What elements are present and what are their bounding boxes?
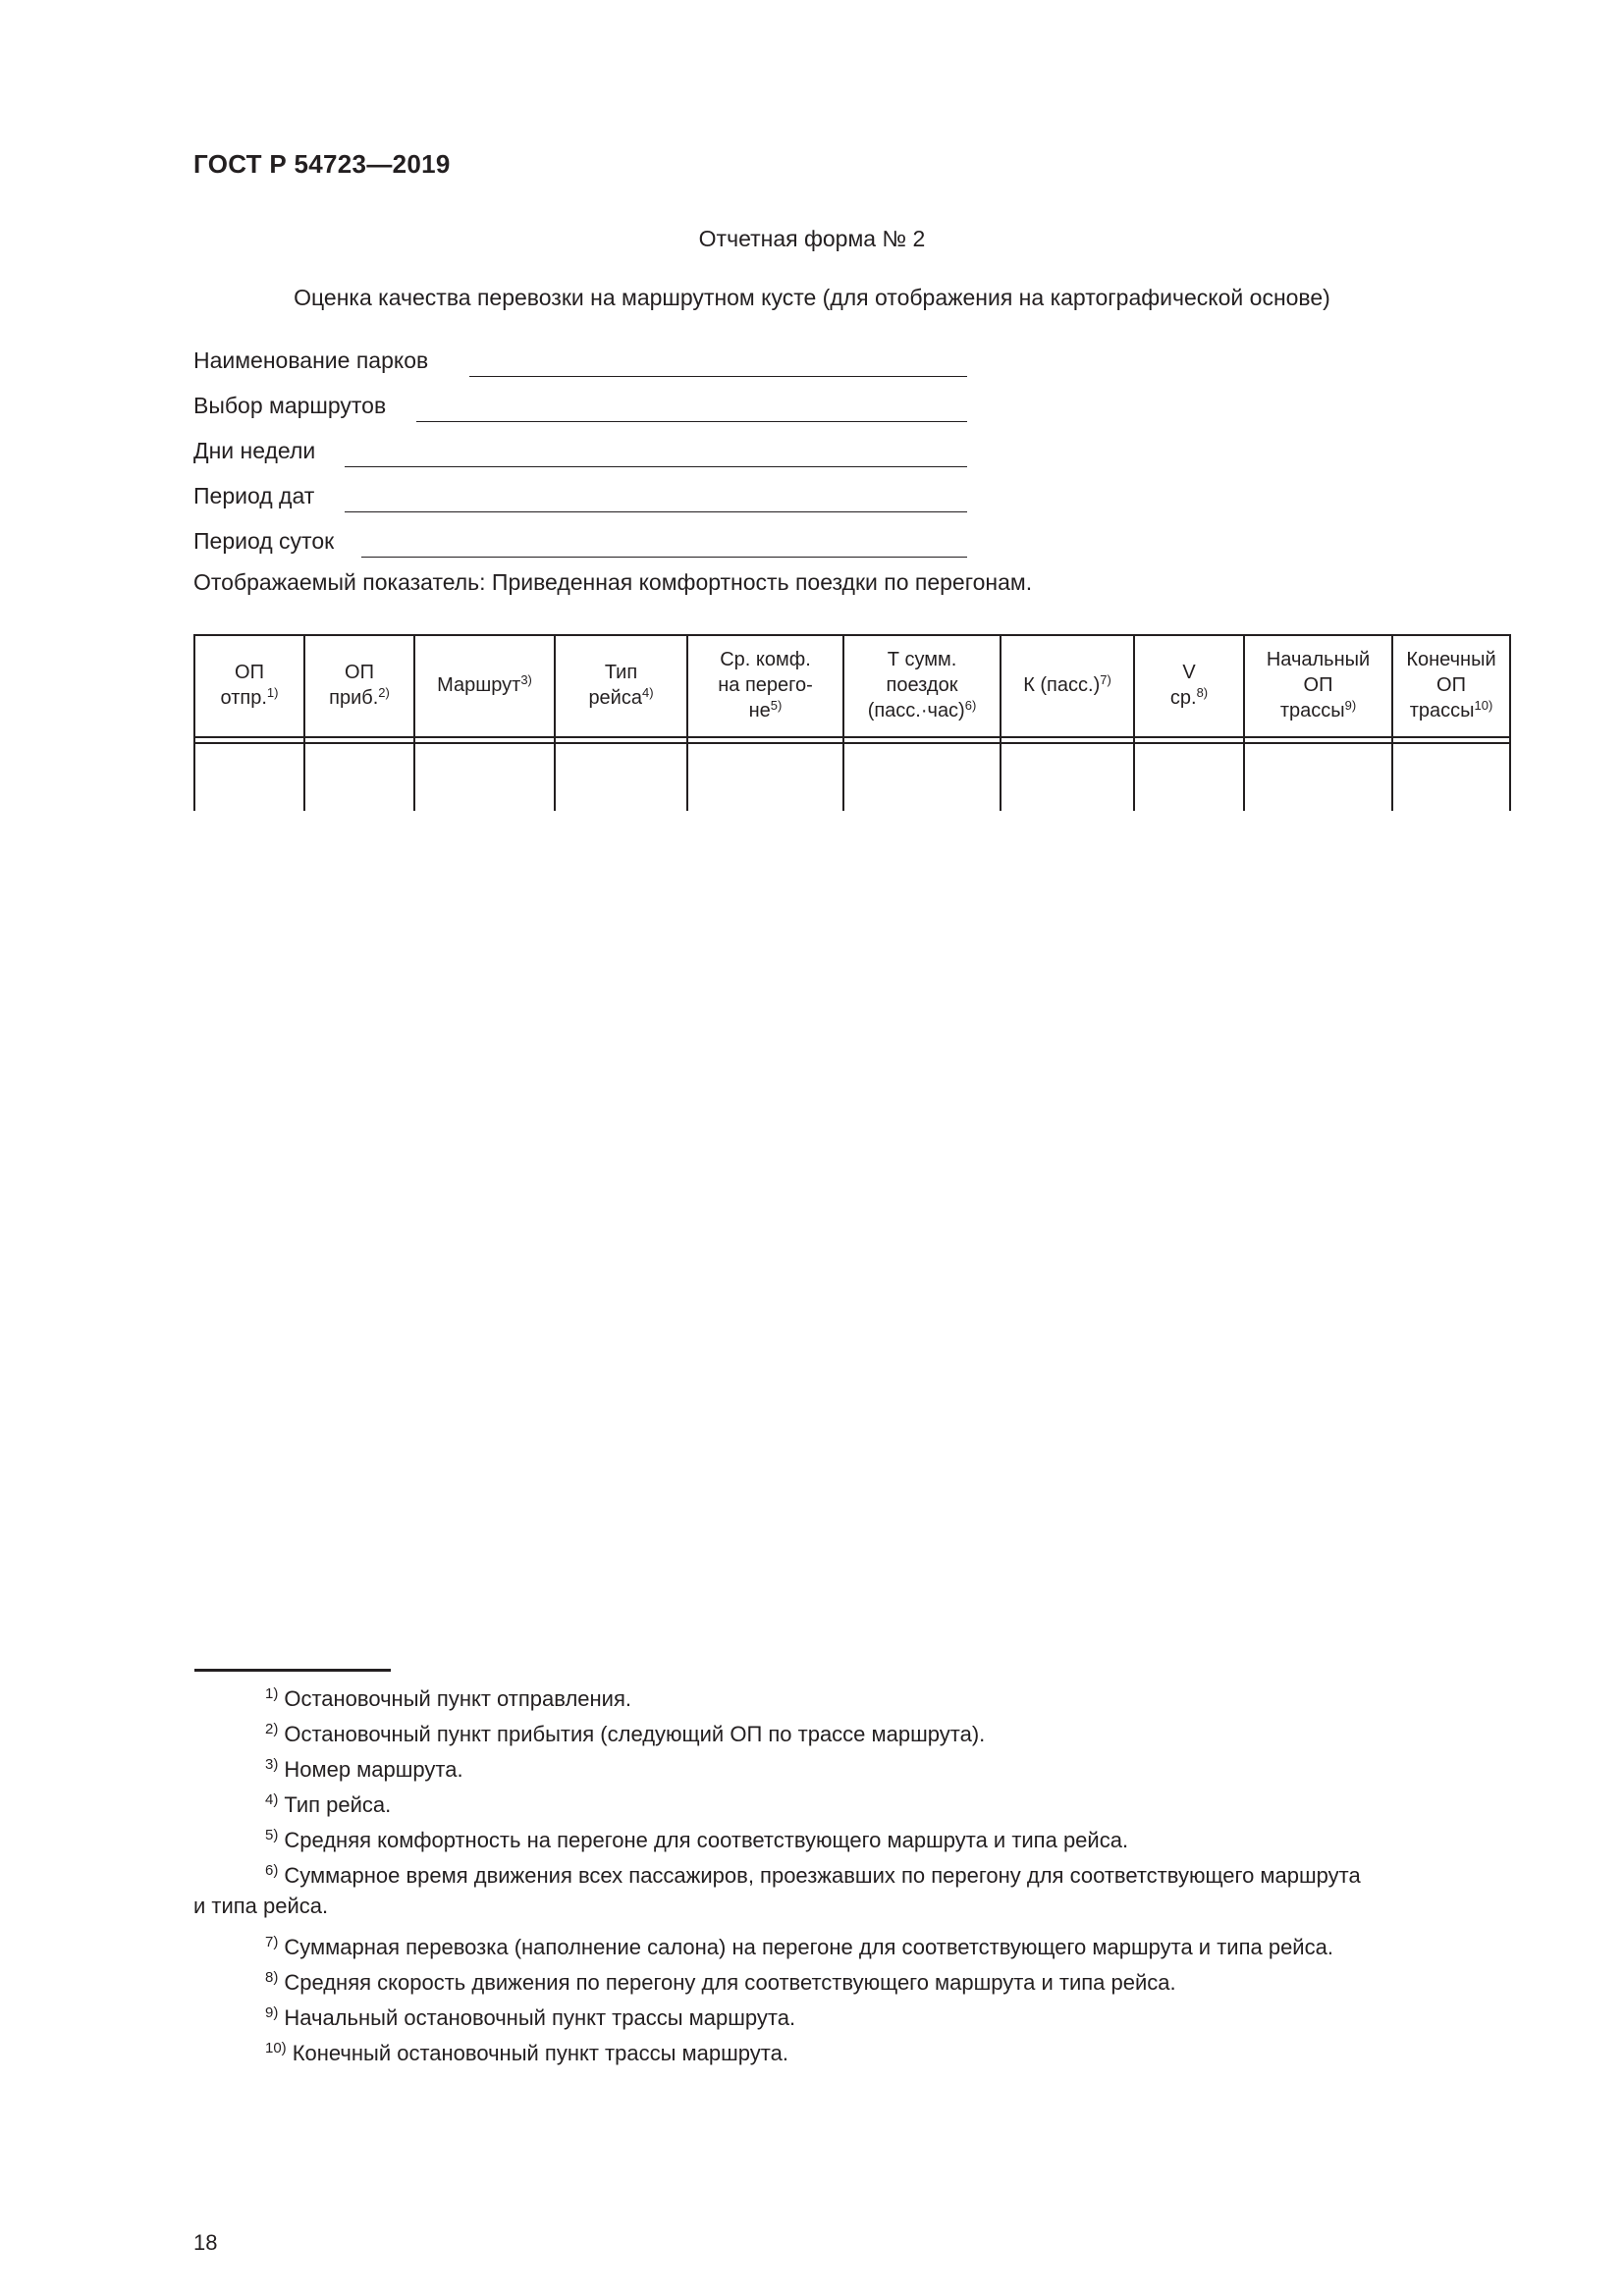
form-subtitle: Оценка качества перевозки на маршрутном кусте (для отображения на картографической основе) (294, 285, 1330, 310)
page-number: 18 (193, 2230, 218, 2255)
footnote-ref: 4) (641, 685, 654, 700)
footnote-number: 4) (265, 1791, 279, 1808)
footnote-item (265, 1934, 1333, 1960)
table-header-text: Конечный ОП трассы (1406, 649, 1496, 721)
table-header-cell (1244, 636, 1392, 734)
table-header-text: Ср. комф. на перего- не (718, 649, 813, 721)
footnote-item (265, 2040, 788, 2066)
footnote-ref: 8) (1196, 685, 1209, 700)
footnote-text: Суммарная перевозка (наполнение салона) на перегоне для соответствующего маршрута и типа рейса. (284, 1935, 1333, 1959)
footnote-text: Номер маршрута. (284, 1757, 463, 1782)
footnote-text: Средняя комфортность на перегоне для соответствующего маршрута и типа рейса. (284, 1828, 1129, 1852)
footnote-text: Начальный остановочный пункт трассы маршрута. (284, 2005, 796, 2030)
footnote-text: Суммарное время движения всех пассажиров, проезжавших по перегону для соответствующего маршрута (284, 1863, 1361, 1888)
table-header-text: ОП отпр. (220, 662, 267, 709)
document-header: ГОСТ Р 54723—2019 (193, 149, 451, 179)
footnote-continuation: и типа рейса. (193, 1894, 329, 1918)
table-header-cell (414, 636, 555, 734)
table-header-text: Т сумм. поездок (пасс.·час) (867, 649, 965, 721)
form-field-blank[interactable] (469, 376, 967, 377)
footnote-ref: 5) (770, 698, 783, 713)
footnote-text: Средняя скорость движения по перегону для соответствующего маршрута и типа рейса. (284, 1970, 1176, 1995)
form-field-blank[interactable] (345, 511, 967, 512)
footnote-ref: 1) (266, 685, 279, 700)
footnote-item (265, 1685, 631, 1712)
form-field-blank[interactable] (361, 557, 967, 558)
table-header-cell (1134, 636, 1244, 734)
footnote-item (265, 1862, 1361, 1889)
footnote-item (265, 2004, 795, 2031)
table-header-text: Начальный ОП трассы (1266, 649, 1371, 721)
footnote-text: Конечный остановочный пункт трассы маршрута. (292, 2041, 788, 2065)
footnote-separator (194, 1669, 391, 1672)
table-header-text: Тип рейса (588, 662, 642, 709)
footnote-number: 6) (265, 1862, 279, 1879)
table-header-text: К (пасс.) (1023, 674, 1101, 696)
footnote-ref: 9) (1344, 698, 1357, 713)
table-header-cell (687, 636, 843, 734)
table-header-cell (1001, 636, 1134, 734)
form-field-label: Период суток (193, 528, 335, 554)
displayed-indicator: Отображаемый показатель: Приведенная комфортность поездки по перегонам. (193, 569, 1033, 595)
footnote-item (265, 1756, 463, 1783)
footnote-number: 10) (265, 2040, 287, 2056)
form-field-0 (193, 347, 428, 374)
form-field-label: Период дат (193, 483, 315, 508)
table-header-divider-double (194, 742, 1510, 744)
table-header-cell (1392, 636, 1510, 734)
footnote-item (265, 1969, 1176, 1996)
form-field-blank[interactable] (345, 466, 967, 467)
footnote-number: 1) (265, 1685, 279, 1702)
footnote-item (265, 1827, 1128, 1853)
footnote-text: Остановочный пункт прибытия (следующий ОП по трассе маршрута). (284, 1722, 986, 1746)
form-field-label: Наименование парков (193, 347, 429, 373)
footnote-item (265, 1791, 391, 1818)
form-field-label: Дни недели (193, 438, 316, 463)
form-field-3 (193, 483, 314, 509)
form-field-4 (193, 528, 334, 555)
footnote-ref: 6) (964, 698, 977, 713)
footnote-number: 3) (265, 1756, 279, 1773)
table-header-cell (555, 636, 687, 734)
form-field-blank[interactable] (416, 421, 967, 422)
footnote-number: 7) (265, 1934, 279, 1950)
table-header-divider (194, 736, 1510, 738)
form-field-2 (193, 438, 315, 464)
table-header-text: ОП приб. (329, 662, 379, 709)
footnote-number: 9) (265, 2004, 279, 2021)
table-header-cell (194, 636, 304, 734)
footnote-ref: 10) (1474, 698, 1493, 713)
footnote-item (265, 1721, 985, 1747)
footnote-ref: 2) (378, 685, 390, 700)
footnote-number: 2) (265, 1721, 279, 1737)
footnote-text: Тип рейса. (284, 1792, 392, 1817)
table-header-text: V ср. (1169, 662, 1197, 709)
footnote-number: 8) (265, 1969, 279, 1986)
footnote-number: 5) (265, 1827, 279, 1843)
form-title: Отчетная форма № 2 (698, 226, 926, 251)
table-header-text: Маршрут (437, 674, 521, 696)
table-header-cell (843, 636, 1001, 734)
form-field-label: Выбор маршрутов (193, 393, 387, 418)
footnote-text: Остановочный пункт отправления. (284, 1686, 631, 1711)
footnote-ref: 7) (1100, 672, 1111, 687)
footnote-ref: 3) (520, 672, 532, 687)
table-header-cell (304, 636, 414, 734)
form-field-1 (193, 393, 386, 419)
